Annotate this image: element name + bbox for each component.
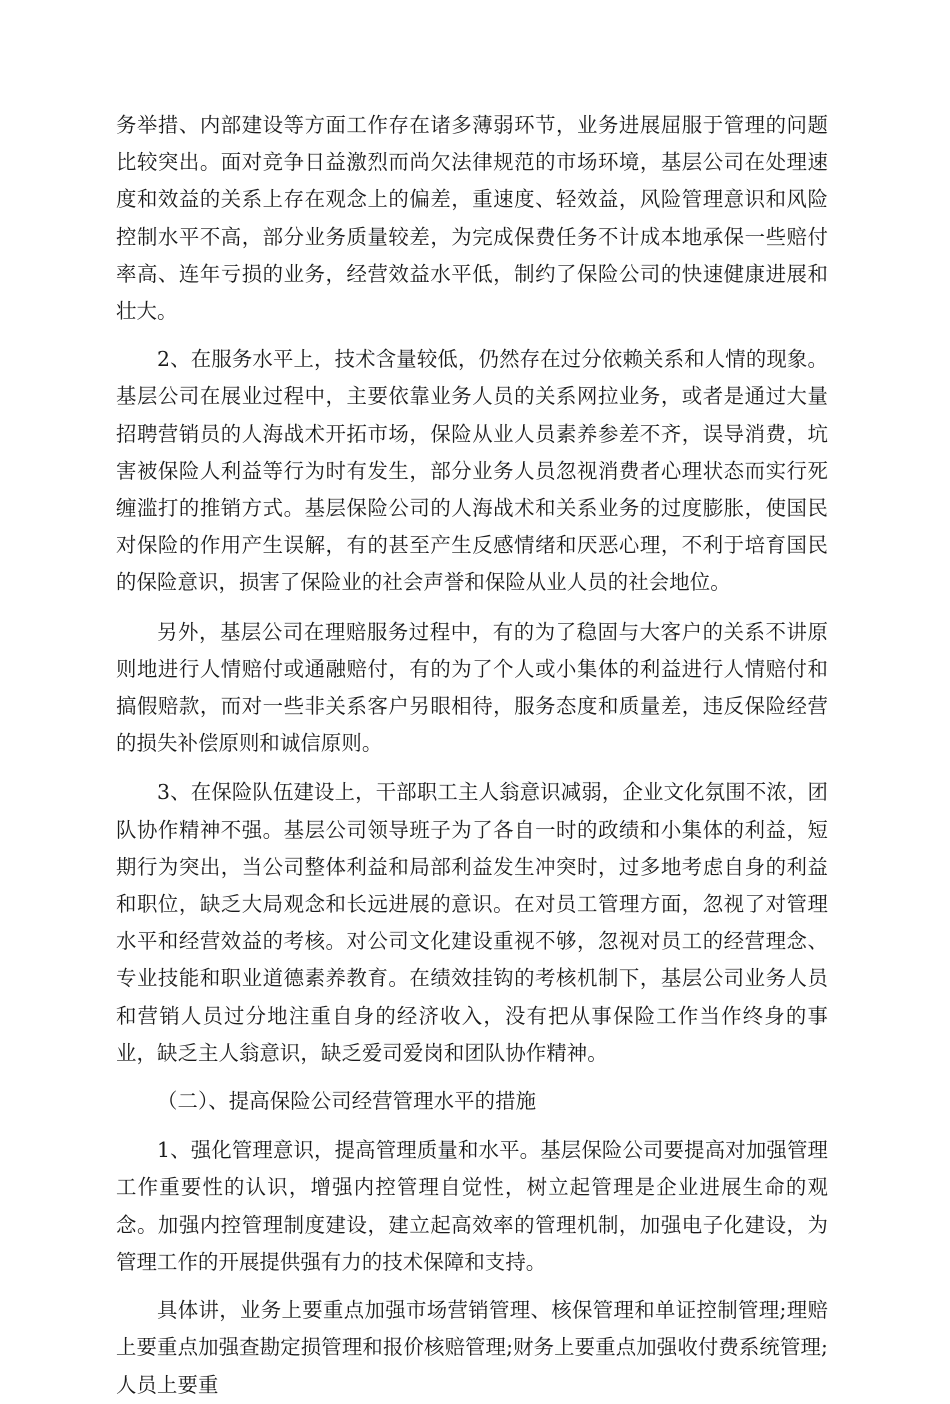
paragraph-management-awareness: 1、强化管理意识，提高管理质量和水平。基层保险公司要提高对加强管理工作重要性的认识，增强内控管理自觉性，树立起管理是企业进展生命的观念。加强内控管理制度建设，建立起高效率的管理机制，加强电子化建设，为管理工作的开展提供强有力的技术保障和支持。: [116, 1138, 828, 1274]
paragraph-claims-service: 另外，基层公司在理赔服务过程中，有的为了稳固与大客户的关系不讲原则地进行人情赔付或通融赔付，有的为了个人或小集体的利益进行人情赔付和搞假赔款，而对一些非关系客户另眼相待，服务态度和质量差，违反保险经营的损失补偿原则和诚信原则。: [116, 619, 828, 756]
paragraph-specific-measures: 具体讲，业务上要重点加强市场营销管理、核保管理和单证控制管理;理赔上要重点加强查勘定损管理和报价核赔管理;财务上要重点加强收付费系统管理;人员上要重: [116, 1298, 828, 1397]
paragraph-business-weakness: 务举措、内部建设等方面工作存在诸多薄弱环节，业务进展屈服于管理的问题比较突出。面对竞争日益激烈而尚欠法律规范的市场环境，基层公司在处理速度和效益的关系上存在观念上的偏差，重速度、轻效益，风险管理意识和风险控制水平不高，部分业务质量较差，为完成保费任务不计成本地承保一些赔付率高、连年亏损的业务，经营效益水平低，制约了保险公司的快速健康进展和壮大。: [116, 113, 828, 324]
section-heading-measures: （二）、提高保险公司经营管理水平的措施: [157, 1089, 537, 1114]
document-page: [116, 107, 828, 1404]
paragraph-team-building: 3、在保险队伍建设上，干部职工主人翁意识减弱，企业文化氛围不浓，团队协作精神不强。基层公司领导班子为了各自一时的政绩和小集体的利益，短期行为突出，当公司整体利益和局部利益发生冲突时，过多地考虑自身的利益和职位，缺乏大局观念和长远进展的意识。在对员工管理方面，忽视了对管理水平和经营效益的考核。对公司文化建设重视不够，忽视对员工的经营理念、专业技能和职业道德素养教育。在绩效挂钩的考核机制下，基层公司业务人员和营销人员过分地注重自身的经济收入，没有把从事保险工作当作终身的事业，缺乏主人翁意识，缺乏爱司爱岗和团队协作精神。: [116, 780, 828, 1065]
paragraph-service-level: 2、在服务水平上，技术含量较低，仍然存在过分依赖关系和人情的现象。基层公司在展业过程中，主要依靠业务人员的关系网拉业务，或者是通过大量招聘营销员的人海战术开拓市场，保险从业人员素养参差不齐，误导消费，坑害被保险人利益等行为时有发生，部分业务人员忽视消费者心理状态而实行死缠滥打的推销方式。基层保险公司的人海战术和关系业务的过度膨胀，使国民对保险的作用产生误解，有的甚至产生反感情绪和厌恶心理，不利于培育国民的保险意识，损害了保险业的社会声誉和保险从业人员的社会地位。: [116, 347, 828, 595]
